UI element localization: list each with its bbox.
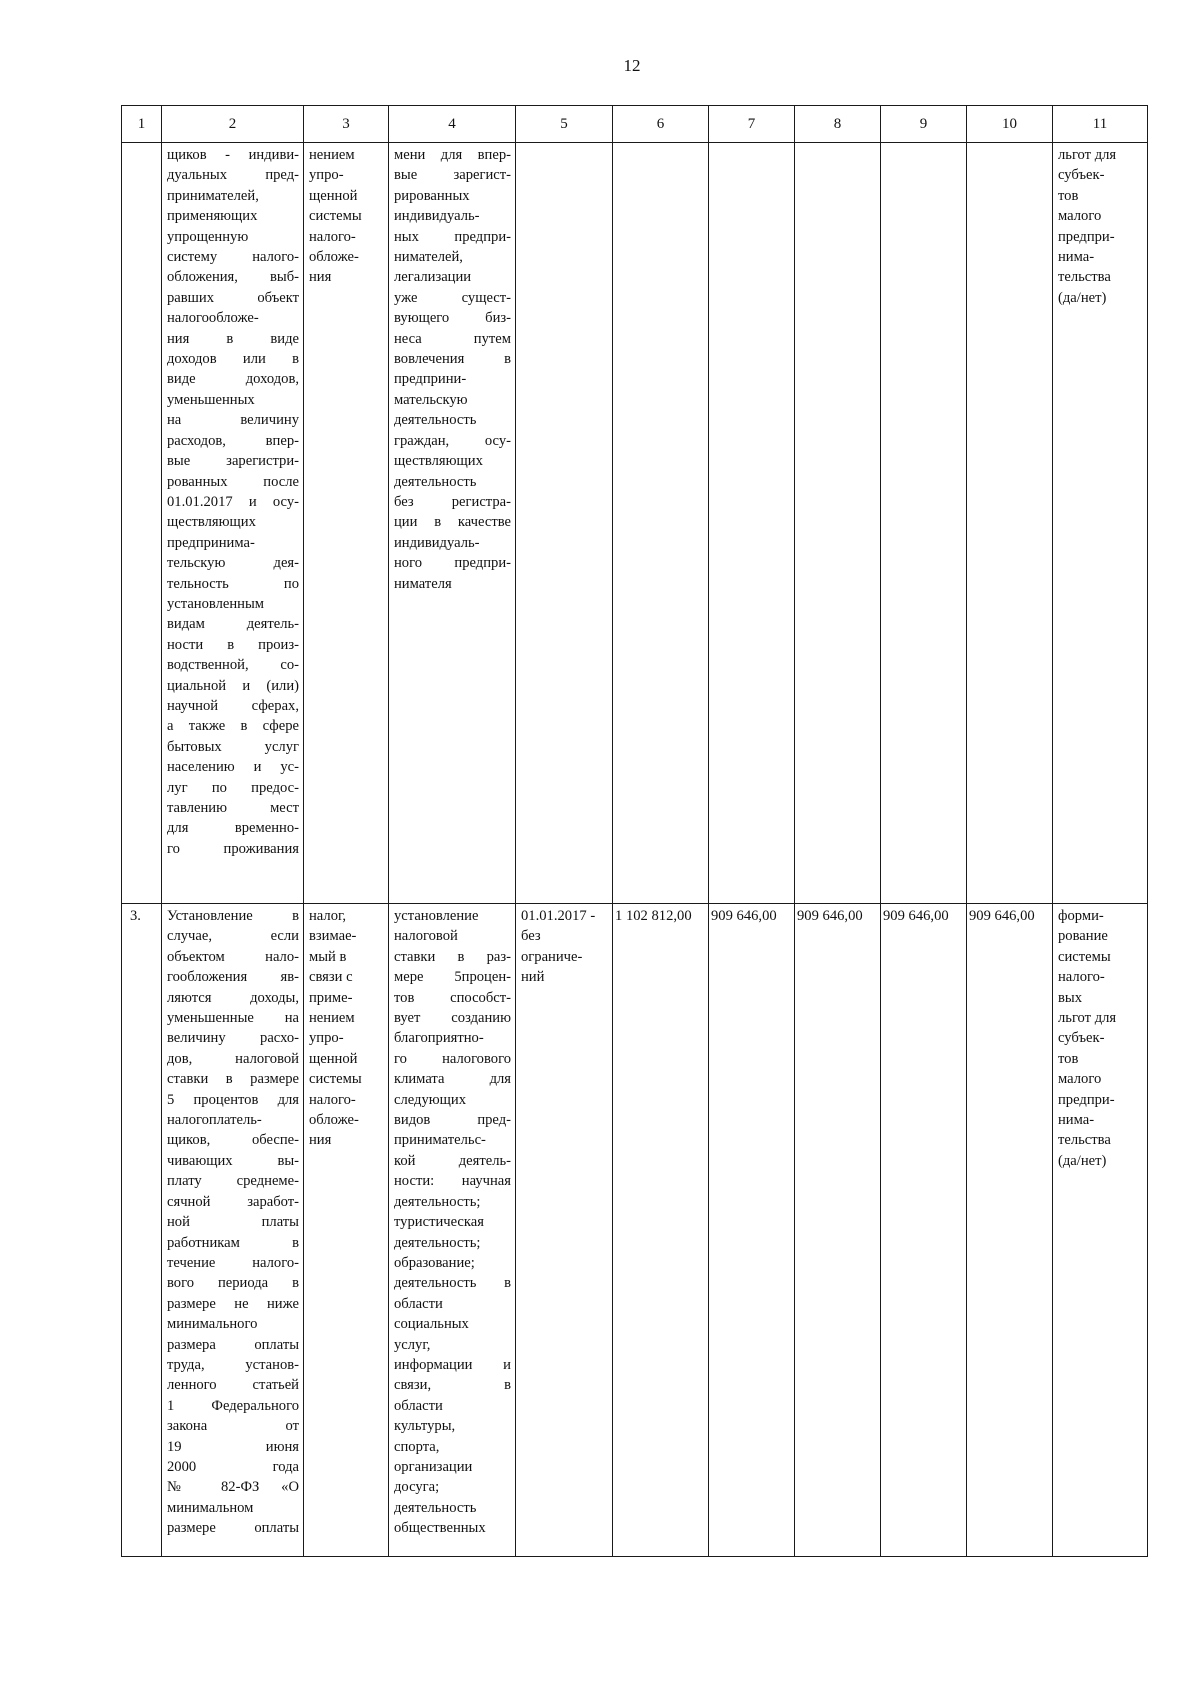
index-cell xyxy=(122,904,162,1557)
amount-cell xyxy=(613,143,709,904)
goal-cell xyxy=(389,904,516,1557)
text-line: го налогового xyxy=(394,1050,511,1067)
text-line: № 82-ФЗ «О xyxy=(167,1479,299,1496)
text-line: течение налого- xyxy=(167,1254,299,1271)
text-line: принимательс- xyxy=(394,1132,486,1149)
text-line: системы xyxy=(309,208,362,225)
text-line: субъек- xyxy=(1058,1030,1105,1047)
text-line: плату среднеме- xyxy=(167,1173,299,1190)
period-cell xyxy=(516,143,613,904)
text-line: ленного статьей xyxy=(167,1377,299,1394)
text-line: ществляющих xyxy=(167,514,256,531)
text-line: ности: научная xyxy=(394,1173,511,1190)
tax-type-cell xyxy=(304,904,389,1557)
text-line: спорта, xyxy=(394,1438,440,1455)
text-line: 2000 года xyxy=(167,1458,299,1475)
text-line: мательскую xyxy=(394,391,468,408)
text-line: ставки в раз- xyxy=(394,948,511,965)
text-line: вующего биз- xyxy=(394,310,511,327)
text-line: вого периода в xyxy=(167,1275,299,1292)
text-line: применяющих xyxy=(167,208,258,225)
text-line: туристическая xyxy=(394,1214,484,1231)
text-line: тельства xyxy=(1058,269,1111,286)
text-line: дуальных пред- xyxy=(167,167,299,184)
text-line: вые зарегист- xyxy=(394,167,511,184)
text-line: предприни- xyxy=(394,371,467,388)
header-cell: 5 xyxy=(516,106,613,143)
text-line: ния xyxy=(309,269,332,286)
text-line: климата для xyxy=(394,1071,511,1088)
text-line: для временно- xyxy=(167,820,299,837)
text-line: обложения, выб- xyxy=(167,269,299,286)
text-line: деятельность xyxy=(394,473,477,490)
text-line: (да/нет) xyxy=(1058,289,1107,306)
text-line: минимального xyxy=(167,1316,258,1333)
text-line: ляются доходы, xyxy=(167,989,299,1006)
text-line: индивидуаль- xyxy=(394,208,480,225)
text-line: размере оплаты xyxy=(167,1520,299,1537)
text-line: луг по предос- xyxy=(167,779,299,796)
text-line: уменьшенные на xyxy=(167,1010,299,1027)
text-line: области xyxy=(394,1295,443,1312)
text-line: субъек- xyxy=(1058,167,1105,184)
indicator-cell xyxy=(1053,143,1148,904)
text-line: тов xyxy=(1058,187,1079,204)
measure-description-cell xyxy=(162,143,304,904)
text-line: тельства xyxy=(1058,1132,1111,1149)
text-line: культуры, xyxy=(394,1418,456,1435)
text-line: сячной заработ- xyxy=(167,1193,299,1210)
text-line: а также в сфере xyxy=(167,718,299,735)
text-line: тавлению мест xyxy=(167,800,299,816)
text-line: случае, если xyxy=(167,928,299,945)
text-line: 01.01.2017 и осу- xyxy=(167,493,299,510)
text-line: уже сущест- xyxy=(394,289,511,306)
amount-cell xyxy=(967,143,1053,904)
amount-cell xyxy=(709,143,795,904)
text-line: размера оплаты xyxy=(167,1336,299,1353)
text-line: ции в качестве xyxy=(394,514,511,531)
text-line: виде доходов, xyxy=(167,371,299,388)
text-line: следующих xyxy=(394,1091,467,1108)
text-line: налоговой xyxy=(394,928,458,945)
text-line: тельность по xyxy=(167,575,299,592)
goal-cell xyxy=(389,143,516,904)
header-cell: 1 xyxy=(122,106,162,143)
text-line: дов, налоговой xyxy=(167,1050,299,1067)
text-line: минимальном xyxy=(167,1499,254,1516)
text-line: налог, xyxy=(309,908,346,924)
period-cell xyxy=(516,904,613,1557)
text-line: 5 процентов для xyxy=(167,1091,299,1108)
text-line: упро- xyxy=(309,167,344,184)
text-line: мый в xyxy=(309,948,347,965)
text-line: (да/нет) xyxy=(1058,1152,1107,1169)
text-line: щенной xyxy=(309,1050,358,1067)
text-line: предпри- xyxy=(1058,1091,1115,1108)
text-line: видов пред- xyxy=(394,1112,511,1129)
text-line: труда, установ- xyxy=(167,1356,299,1373)
header-cell: 10 xyxy=(967,106,1053,143)
text-line: граждан, осу- xyxy=(394,432,511,449)
text-line: ного предпри- xyxy=(394,555,511,572)
text-line: рированных xyxy=(394,187,470,204)
text-line: объектом нало- xyxy=(167,948,299,965)
text-line: гообложения яв- xyxy=(167,969,299,986)
amount-value: 909 646,00 xyxy=(969,908,1035,924)
text-line: налого- xyxy=(309,228,356,245)
text-line: нима- xyxy=(1058,249,1095,266)
text-line: установленным xyxy=(167,595,265,612)
text-line: нением xyxy=(309,1010,355,1027)
text-line: деятельность; xyxy=(394,1193,481,1210)
header-cell: 2 xyxy=(162,106,304,143)
text-line: размере не ниже xyxy=(167,1295,299,1312)
text-line: образование; xyxy=(394,1254,475,1271)
text-line: социальных xyxy=(394,1316,469,1333)
text-line: мере 5процен- xyxy=(394,969,511,986)
text-line: видам деятель- xyxy=(167,616,299,633)
text-line: налого- xyxy=(1058,969,1105,986)
text-line: щиков - индиви- xyxy=(167,147,299,163)
tax-type-cell xyxy=(304,143,389,904)
text-line: системы xyxy=(309,1071,362,1088)
text-line: тов xyxy=(1058,1050,1079,1067)
text-line: деятельность xyxy=(394,1499,477,1516)
text-line: величину расхо- xyxy=(167,1030,299,1047)
text-line: ставки в размере xyxy=(167,1071,299,1088)
text-line: без xyxy=(521,928,541,945)
text-line: мени для впер- xyxy=(394,147,511,163)
amount-cell xyxy=(967,904,1053,1557)
text-line: деятельность xyxy=(394,412,477,429)
page-number: 12 xyxy=(623,56,641,75)
text-line: налого- xyxy=(309,1091,356,1108)
text-line: ных предпри- xyxy=(394,228,511,245)
text-line: вует созданию xyxy=(394,1010,511,1027)
text-line: ществляющих xyxy=(394,453,483,470)
text-line: предпри- xyxy=(1058,228,1115,245)
text-line: общественных xyxy=(394,1520,486,1537)
text-line: области xyxy=(394,1397,443,1414)
header-cell: 6 xyxy=(613,106,709,143)
text-line: малого xyxy=(1058,1071,1102,1088)
text-line: приме- xyxy=(309,989,353,1006)
header-cell: 9 xyxy=(881,106,967,143)
text-line: вых xyxy=(1058,989,1082,1006)
text-line: ной платы xyxy=(167,1214,299,1231)
text-line: без регистра- xyxy=(394,493,511,510)
amount-value: 909 646,00 xyxy=(711,908,777,924)
text-line: принимателей, xyxy=(167,187,259,204)
text-line: информации и xyxy=(394,1356,511,1373)
text-line: равших объект xyxy=(167,289,299,306)
text-line: неса путем xyxy=(394,330,511,347)
text-line: щенной xyxy=(309,187,358,204)
text-line: индивидуаль- xyxy=(394,534,480,551)
header-cell: 7 xyxy=(709,106,795,143)
text-line: ности в произ- xyxy=(167,636,299,653)
text-line: ния xyxy=(309,1132,332,1149)
text-line: налогоплатель- xyxy=(167,1112,262,1129)
text-line: водственной, со- xyxy=(167,657,299,674)
header-cell: 8 xyxy=(795,106,881,143)
text-line: нением xyxy=(309,147,355,163)
text-line: форми- xyxy=(1058,908,1104,924)
amount-cell xyxy=(709,904,795,1557)
text-line: нима- xyxy=(1058,1112,1095,1129)
text-line: бытовых услуг xyxy=(167,738,299,755)
text-line: установление xyxy=(394,908,479,924)
text-line: системы xyxy=(1058,948,1111,965)
amount-cell xyxy=(795,143,881,904)
text-line: досуга; xyxy=(394,1479,440,1496)
text-line: расходов, впер- xyxy=(167,432,299,449)
text-line: организации xyxy=(394,1458,473,1475)
amount-value: 1 102 812,00 xyxy=(615,908,692,924)
text-line: чивающих вы- xyxy=(167,1152,299,1169)
text-line: вовлечения в xyxy=(394,351,511,368)
amount-cell xyxy=(881,143,967,904)
header-cell: 3 xyxy=(304,106,389,143)
text-line: населению и ус- xyxy=(167,759,299,776)
text-line: обложе- xyxy=(309,249,359,266)
amount-cell xyxy=(795,904,881,1557)
text-line: предпринима- xyxy=(167,534,255,551)
text-line: работникам в xyxy=(167,1234,299,1251)
text-line: легализации xyxy=(394,269,472,286)
text-line: нимателя xyxy=(394,575,452,592)
text-line: малого xyxy=(1058,208,1102,225)
amount-value: 909 646,00 xyxy=(797,908,863,924)
text-line: 01.01.2017 - xyxy=(521,908,596,924)
text-line: кой деятель- xyxy=(394,1152,511,1169)
row-index: 3. xyxy=(130,908,141,924)
text-line: обложе- xyxy=(309,1112,359,1129)
text-line: уменьшенных xyxy=(167,391,255,408)
text-line: льгот для xyxy=(1058,1010,1117,1027)
table-row xyxy=(122,904,1148,1557)
text-line: 1 Федерального xyxy=(167,1397,299,1414)
text-line: рование xyxy=(1058,928,1108,945)
text-line: налогообложе- xyxy=(167,310,259,327)
text-line: ограниче- xyxy=(521,948,583,965)
text-line: ний xyxy=(521,969,545,986)
header-cell: 11 xyxy=(1053,106,1148,143)
measure-description-cell xyxy=(162,904,304,1557)
amount-cell xyxy=(881,904,967,1557)
text-line: доходов или в xyxy=(167,351,299,368)
text-line: деятельность в xyxy=(394,1275,511,1292)
text-line: щиков, обеспе- xyxy=(167,1132,299,1149)
amount-value: 909 646,00 xyxy=(883,908,949,924)
index-cell xyxy=(122,143,162,904)
text-line: благоприятно- xyxy=(394,1030,484,1047)
data-table xyxy=(121,105,1148,1557)
text-line: деятельность; xyxy=(394,1234,481,1251)
text-line: взимае- xyxy=(309,928,357,945)
text-line: упро- xyxy=(309,1030,344,1047)
text-line: ния в виде xyxy=(167,330,299,347)
text-line: тельскую дея- xyxy=(167,555,299,572)
text-line: рованных после xyxy=(167,473,299,490)
indicator-cell xyxy=(1053,904,1148,1557)
text-line: Установление в xyxy=(167,908,299,924)
header-cell: 4 xyxy=(389,106,516,143)
table-row xyxy=(122,143,1148,904)
text-line: упрощенную xyxy=(167,228,249,245)
text-line: льгот для xyxy=(1058,147,1117,163)
text-line: нимателей, xyxy=(394,249,463,266)
text-line: на величину xyxy=(167,412,299,429)
text-line: связи с xyxy=(309,969,353,986)
text-line: услуг, xyxy=(394,1336,431,1353)
text-line: го проживания xyxy=(167,840,299,857)
text-line: циальной и (или) xyxy=(167,677,299,694)
text-line: вые зарегистри- xyxy=(167,453,299,470)
amount-cell xyxy=(613,904,709,1557)
text-line: 19 июня xyxy=(167,1438,299,1455)
text-line: закона от xyxy=(167,1418,299,1435)
text-line: связи, в xyxy=(394,1377,511,1394)
text-line: научной сферах, xyxy=(167,697,299,714)
text-line: систему налого- xyxy=(167,249,299,266)
column-number-row xyxy=(122,106,1148,143)
text-line: тов способст- xyxy=(394,989,511,1006)
